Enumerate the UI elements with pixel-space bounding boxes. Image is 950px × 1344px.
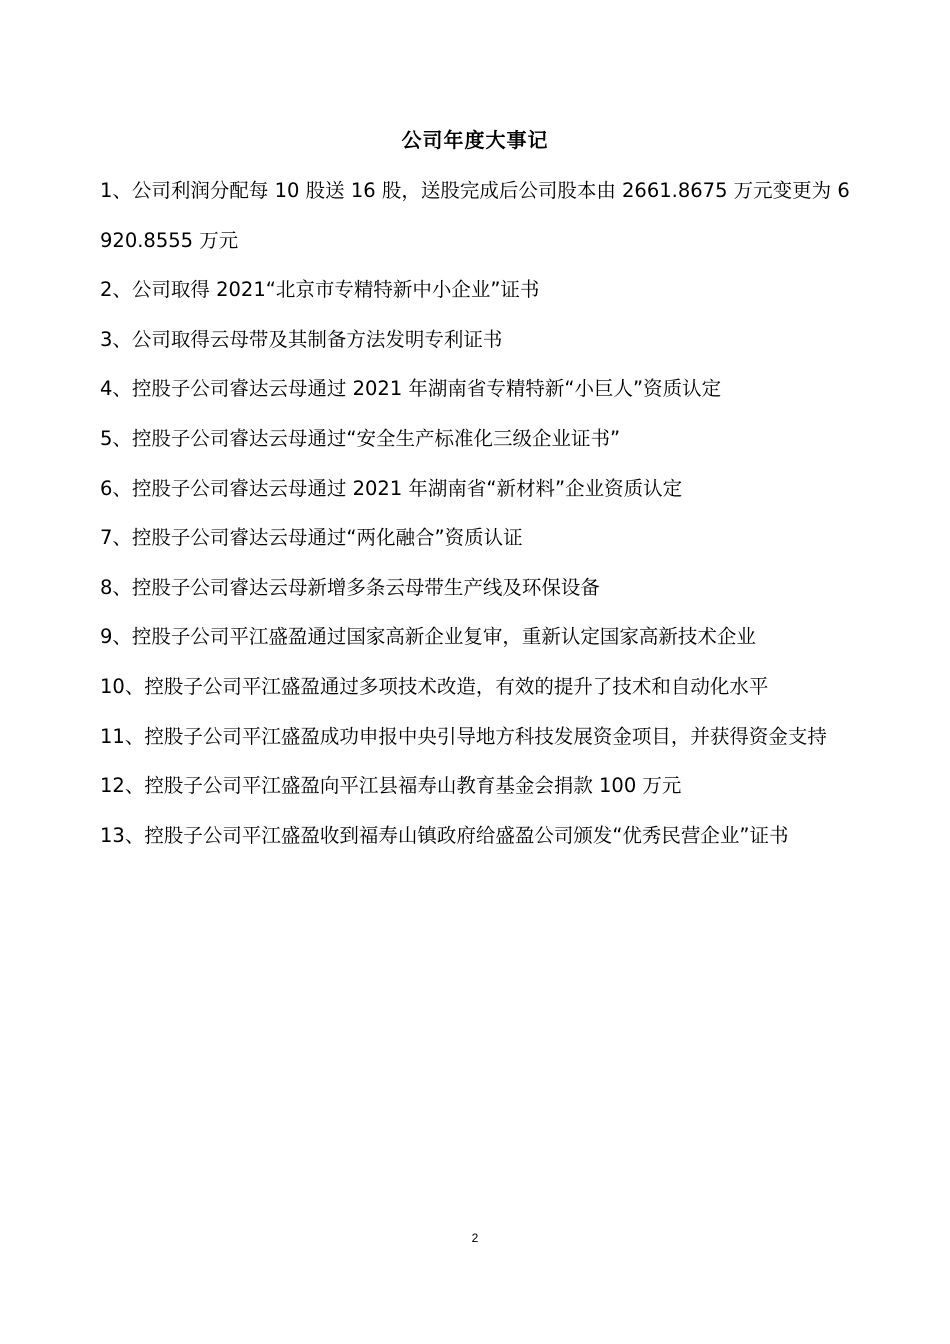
page-number: 2 [471, 1231, 479, 1245]
event-item-5: 5、控股子公司睿达云母通过“安全生产标准化三级企业证书” [100, 426, 621, 450]
event-item-8: 8、控股子公司睿达云母新增多条云母带生产线及环保设备 [100, 575, 600, 599]
event-list [100, 166, 860, 860]
page-title: 公司年度大事记 [401, 128, 549, 152]
event-item-9: 9、控股子公司平江盛盈通过国家高新企业复审，重新认定国家高新技术企业 [100, 625, 756, 649]
event-item-13: 13、控股子公司平江盛盈收到福寿山镇政府给盛盈公司颁发“优秀民营企业”证书 [100, 823, 789, 847]
event-item-10: 10、控股子公司平江盛盈通过多项技术改造，有效的提升了技术和自动化水平 [100, 674, 769, 698]
event-item-4: 4、控股子公司睿达云母通过 2021 年湖南省专精特新“小巨人”资质认定 [100, 377, 722, 401]
event-item-12: 12、控股子公司平江盛盈向平江县福寿山教育基金会捐款 100 万元 [100, 774, 682, 798]
event-item-6: 6、控股子公司睿达云母通过 2021 年湖南省“新材料”企业资质认定 [100, 476, 683, 500]
event-item-3: 3、公司取得云母带及其制备方法发明专利证书 [100, 327, 503, 351]
event-item-2: 2、公司取得 2021“北京市专精特新中小企业”证书 [100, 278, 540, 302]
event-item-11: 11、控股子公司平江盛盈成功申报中央引导地方科技发展资金项目，并获得资金支持 [100, 724, 827, 748]
event-item-1: 1、公司利润分配每 10 股送 16 股，送股完成后公司股本由 2661.8675 万元变更为 6920.8555 万元 [100, 179, 850, 252]
event-item-7: 7、控股子公司睿达云母通过“两化融合”资质认证 [100, 526, 523, 550]
